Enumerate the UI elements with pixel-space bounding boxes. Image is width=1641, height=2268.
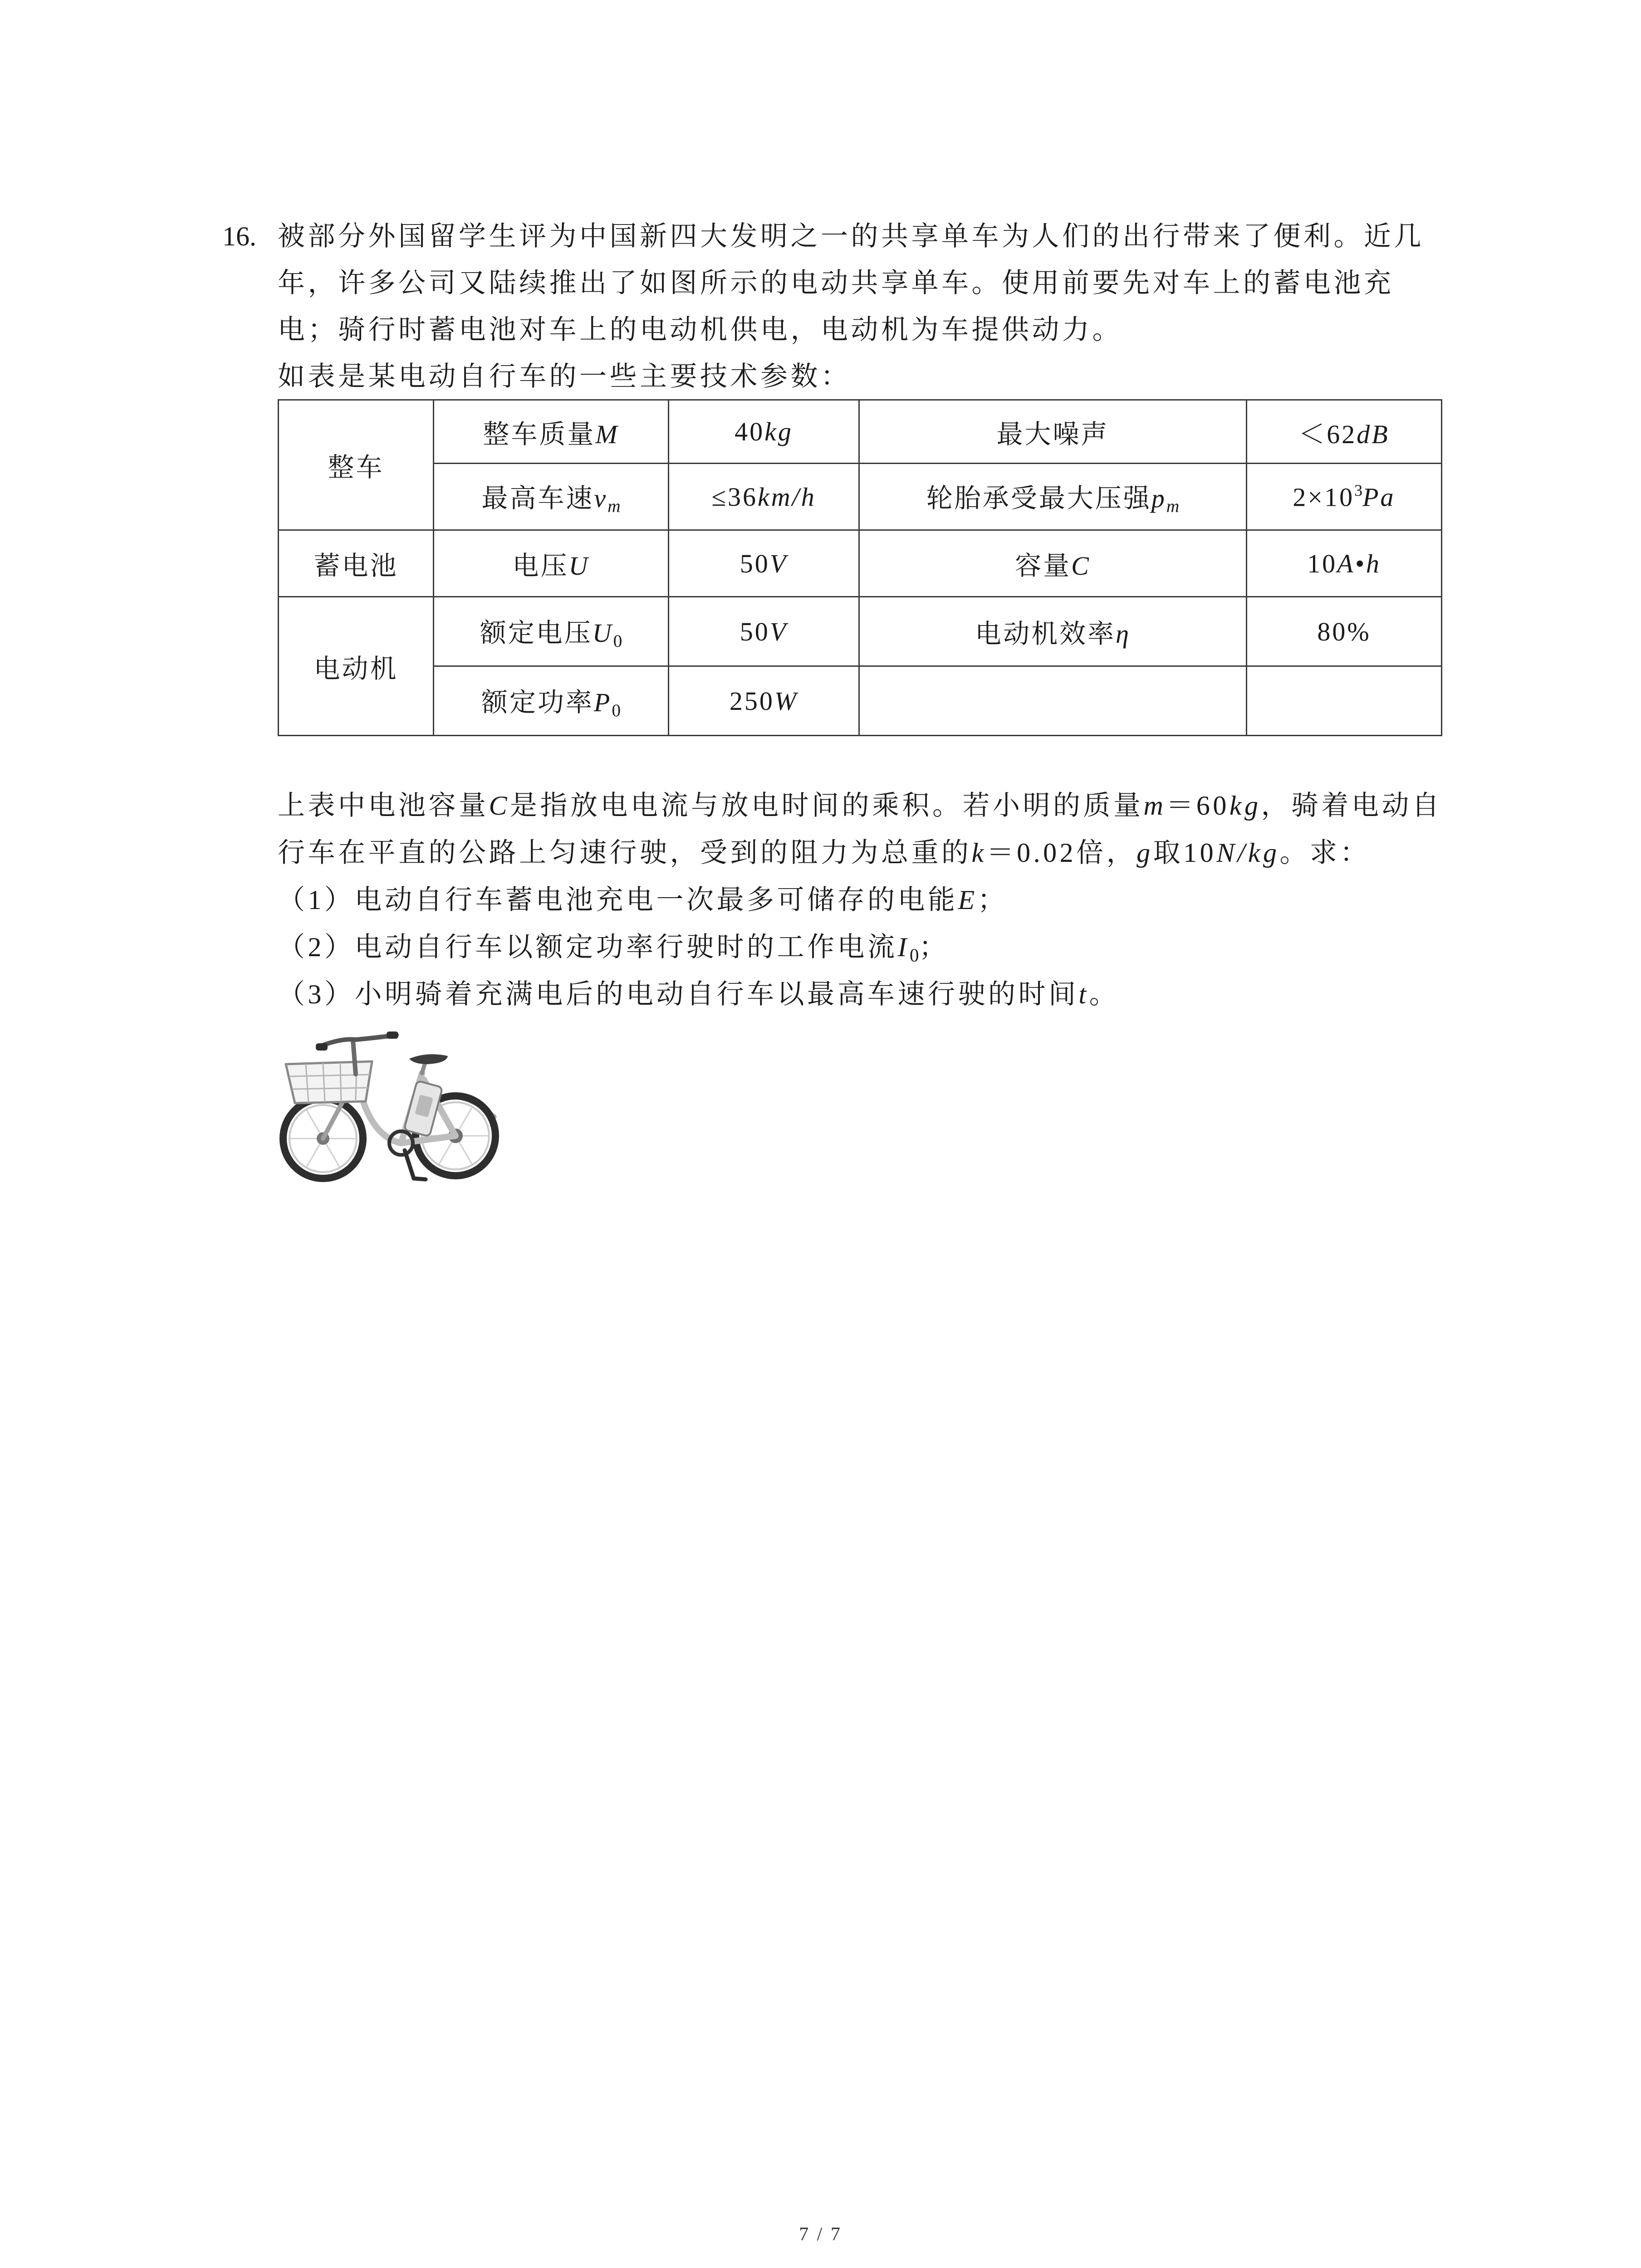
spec-group-label: 蓄电池	[314, 551, 398, 581]
bicycle-seat	[409, 1054, 448, 1064]
spec-table	[278, 399, 1442, 736]
intro-line-1: 被部分外国留学生评为中国新四大发明之一的共享单车为人们的出行带来了便利。近几	[278, 221, 1424, 251]
intro-line-3: 电；骑行时蓄电池对车上的电动机供电，电动机为车提供动力。	[278, 315, 1122, 345]
spec-value-cell	[1247, 530, 1442, 597]
param-subscript: 0	[613, 631, 622, 651]
spec-param-cell	[859, 464, 1247, 530]
spec-param-cell	[434, 400, 669, 464]
value-number: ≤36	[711, 482, 758, 512]
var-symbol: I	[897, 932, 910, 962]
spec-value-cell	[669, 530, 859, 597]
table-intro-text: 如表是某电动自行车的一些主要技术参数：	[278, 362, 851, 391]
value-number: 50	[740, 616, 770, 646]
param-symbol: U	[568, 551, 590, 581]
handlebar-stem	[353, 1041, 356, 1074]
spec-param-cell	[859, 597, 1247, 666]
param-symbol: P	[593, 687, 612, 717]
spec-group-cell	[279, 597, 434, 736]
param-label: 最高车速	[481, 483, 594, 513]
var-symbol: g	[1136, 838, 1153, 868]
spec-empty-cell	[859, 666, 1247, 736]
sub-question-label: （3）	[278, 979, 355, 1009]
param-label: 电压	[512, 551, 569, 581]
value-number: 40	[735, 417, 765, 446]
paragraph-line-2	[278, 830, 1370, 875]
param-label: 容量	[1015, 551, 1072, 581]
bicycle-figure	[278, 1020, 500, 1183]
spec-row	[279, 530, 1442, 597]
sub-question-2	[278, 924, 949, 970]
paragraph-text: ，骑着电动自	[1261, 791, 1442, 821]
var-symbol: E	[958, 885, 978, 915]
spec-value-cell	[669, 400, 859, 464]
spec-row	[279, 464, 1442, 530]
param-subscript: m	[1166, 496, 1180, 517]
spec-group-cell	[279, 530, 434, 597]
value-unit: Pa	[1362, 482, 1396, 512]
sub-question-end: 。	[1089, 979, 1120, 1009]
basket-body	[286, 1061, 372, 1103]
param-symbol: U	[592, 618, 613, 648]
value-number: 50	[740, 548, 770, 578]
bicycle-basket	[286, 1061, 372, 1103]
param-subscript: m	[607, 496, 621, 517]
paragraph-text: ＝60	[1166, 791, 1230, 821]
spec-param-cell	[434, 597, 669, 666]
intro-line-2: 年，许多公司又陆续推出了如图所示的电动共享单车。使用前要先对车上的蓄电池充	[278, 268, 1394, 298]
value-number: ＜62	[1298, 419, 1357, 449]
param-label: 额定功率	[481, 687, 594, 717]
sub-question-end: ；	[977, 885, 1008, 915]
param-symbol: p	[1151, 483, 1166, 513]
value-unit: dB	[1357, 419, 1390, 449]
var-subscript: 0	[909, 945, 919, 966]
paragraph-text: 行车在平直的公路上匀速行驶，受到的阻力为总重的	[278, 838, 972, 868]
spec-row	[279, 666, 1442, 736]
spec-param-cell	[434, 530, 669, 597]
value-unit: W	[774, 686, 798, 716]
spec-value-cell	[1247, 400, 1442, 464]
value-unit: A•h	[1337, 548, 1381, 578]
sub-question-text: 小明骑着充满电后的电动自行车以最高车速行驶的时间	[354, 979, 1079, 1009]
paragraph-line-1	[278, 783, 1442, 828]
page-number: 7 / 7	[799, 2224, 842, 2245]
spec-value-cell	[1247, 597, 1442, 666]
spec-param-cell	[859, 530, 1247, 597]
spec-param-cell	[434, 464, 669, 530]
param-symbol: v	[594, 483, 608, 513]
value-superscript: 3	[1354, 481, 1363, 500]
sub-question-label: （2）	[278, 932, 355, 962]
value-number: 2×10	[1293, 482, 1355, 512]
paragraph-text: ＝0.02倍，	[986, 838, 1137, 868]
param-label: 电动机效率	[975, 619, 1116, 649]
value-unit: V	[769, 616, 788, 646]
value-unit: km/h	[758, 482, 816, 512]
sub-question-text: 电动自行车蓄电池充电一次最多可储存的电能	[354, 885, 958, 915]
sub-question-3	[278, 972, 1119, 1017]
value-number: 80%	[1317, 616, 1371, 646]
param-label: 额定电压	[480, 618, 593, 648]
spec-param-cell	[859, 400, 1247, 464]
paragraph-text: 上表中电池容量	[278, 791, 489, 821]
question-number: 16.	[222, 221, 256, 251]
value-number: 250	[729, 686, 774, 716]
spec-param-cell	[434, 666, 669, 736]
paragraph-text: 是指放电电流与放电时间的乘积。若小明的质量	[510, 791, 1144, 821]
param-symbol: M	[595, 419, 619, 449]
paragraph-text: 。求：	[1279, 838, 1370, 868]
sub-question-1	[278, 877, 1008, 923]
param-label: 轮胎承受最大压强	[926, 483, 1151, 513]
value-number: 10	[1307, 548, 1337, 578]
spec-value-cell	[669, 597, 859, 666]
unit-symbol: N/kg	[1216, 838, 1280, 868]
spec-value-cell	[669, 666, 859, 736]
sub-question-label: （1）	[278, 885, 355, 915]
value-unit: kg	[764, 417, 793, 446]
spec-group-cell	[279, 400, 434, 530]
param-symbol: η	[1116, 619, 1131, 649]
spec-row	[279, 400, 1442, 464]
electric-bicycle-icon	[278, 1020, 500, 1183]
var-symbol: t	[1078, 979, 1089, 1009]
unit-symbol: kg	[1229, 791, 1261, 821]
var-symbol: k	[971, 838, 987, 868]
param-label: 最大噪声	[996, 419, 1109, 449]
spec-group-label: 整车	[328, 453, 384, 482]
param-symbol: C	[1071, 551, 1091, 581]
basket-mesh	[340, 1063, 341, 1102]
spec-value-cell	[1247, 464, 1442, 530]
handlebar-grip	[316, 1043, 328, 1051]
spec-value-cell	[669, 464, 859, 530]
spec-row	[279, 597, 1442, 666]
handlebar-bar	[318, 1035, 397, 1047]
param-label: 整车质量	[483, 419, 596, 449]
handlebar-grip	[387, 1031, 398, 1039]
var-symbol: m	[1143, 791, 1166, 821]
paragraph-text: 取10	[1153, 838, 1217, 868]
sub-question-text: 电动自行车以额定功率行驶时的工作电流	[354, 932, 898, 962]
var-symbol: C	[489, 791, 510, 821]
spec-group-label: 电动机	[314, 654, 398, 684]
param-subscript: 0	[612, 700, 621, 721]
sub-question-end: ；	[919, 932, 949, 962]
value-unit: V	[769, 548, 788, 578]
spec-empty-cell	[1247, 666, 1442, 736]
